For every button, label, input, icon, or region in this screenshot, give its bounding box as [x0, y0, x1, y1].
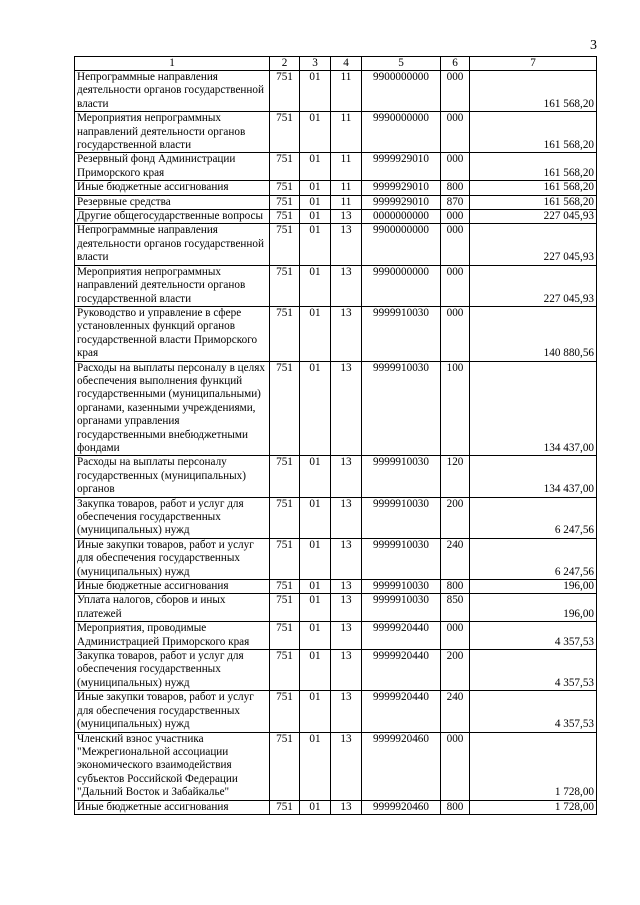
header-cell-4: 4	[331, 57, 362, 71]
expense-name-cell: Членский взнос участника "Межрегиональной ассоциации экономического взаимодействия субъектов Российской Федерации "Дальний Восток и Забайкалье"	[75, 732, 270, 800]
header-cell-3: 3	[300, 57, 331, 71]
target-article-cell: 9999929010	[362, 195, 441, 209]
expense-name-cell: Непрограммные направления деятельности органов государственной власти	[75, 224, 270, 265]
target-article-cell: 0000000000	[362, 210, 441, 224]
expense-type-cell: 800	[441, 800, 470, 814]
subsection-code-cell: 13	[331, 224, 362, 265]
ministry-code-cell: 751	[270, 650, 300, 691]
ministry-code-cell: 751	[270, 265, 300, 306]
ministry-code-cell: 751	[270, 181, 300, 195]
ministry-code-cell: 751	[270, 538, 300, 579]
amount-cell: 161 568,20	[470, 112, 597, 153]
expense-name-cell: Руководство и управление в сфере установленных функций органов государственной власти Приморского края	[75, 306, 270, 361]
target-article-cell: 9999910030	[362, 594, 441, 622]
page-number: 3	[590, 38, 597, 53]
subsection-code-cell: 13	[331, 361, 362, 456]
table-row	[75, 800, 597, 814]
expense-name-cell: Мероприятия непрограммных направлений деятельности органов государственной власти	[75, 112, 270, 153]
table-row	[75, 210, 597, 224]
ministry-code-cell: 751	[270, 497, 300, 538]
header-row	[75, 57, 597, 71]
expense-name-cell: Закупка товаров, работ и услуг для обеспечения государственных (муниципальных) нужд	[75, 650, 270, 691]
ministry-code-cell: 751	[270, 580, 300, 594]
section-code-cell: 01	[300, 210, 331, 224]
section-code-cell: 01	[300, 456, 331, 497]
amount-cell: 140 880,56	[470, 306, 597, 361]
amount-cell: 6 247,56	[470, 497, 597, 538]
expense-type-cell: 850	[441, 594, 470, 622]
amount-cell: 227 045,93	[470, 265, 597, 306]
target-article-cell: 9990000000	[362, 112, 441, 153]
amount-cell: 161 568,20	[470, 195, 597, 209]
expense-type-cell: 800	[441, 580, 470, 594]
table-row	[75, 265, 597, 306]
subsection-code-cell: 13	[331, 622, 362, 650]
ministry-code-cell: 751	[270, 732, 300, 800]
ministry-code-cell: 751	[270, 800, 300, 814]
target-article-cell: 9999920440	[362, 650, 441, 691]
subsection-code-cell: 13	[331, 732, 362, 800]
header-cell-6: 6	[441, 57, 470, 71]
table-row	[75, 650, 597, 691]
section-code-cell: 01	[300, 580, 331, 594]
target-article-cell: 9900000000	[362, 224, 441, 265]
table-row	[75, 594, 597, 622]
ministry-code-cell: 751	[270, 195, 300, 209]
subsection-code-cell: 13	[331, 691, 362, 732]
ministry-code-cell: 751	[270, 153, 300, 181]
table-row	[75, 306, 597, 361]
expense-type-cell: 000	[441, 622, 470, 650]
expense-type-cell: 870	[441, 195, 470, 209]
table-row	[75, 456, 597, 497]
expense-name-cell: Уплата налогов, сборов и иных платежей	[75, 594, 270, 622]
subsection-code-cell: 11	[331, 153, 362, 181]
expense-type-cell: 000	[441, 306, 470, 361]
ministry-code-cell: 751	[270, 691, 300, 732]
amount-cell: 196,00	[470, 594, 597, 622]
table-row	[75, 732, 597, 800]
subsection-code-cell: 13	[331, 306, 362, 361]
table-row	[75, 691, 597, 732]
section-code-cell: 01	[300, 265, 331, 306]
expense-name-cell: Резервные средства	[75, 195, 270, 209]
amount-cell: 6 247,56	[470, 538, 597, 579]
table-row	[75, 71, 597, 112]
expense-type-cell: 120	[441, 456, 470, 497]
header-cell-2: 2	[270, 57, 300, 71]
table-row	[75, 622, 597, 650]
expense-name-cell: Иные бюджетные ассигнования	[75, 580, 270, 594]
amount-cell: 161 568,20	[470, 181, 597, 195]
target-article-cell: 9999929010	[362, 153, 441, 181]
expense-name-cell: Резервный фонд Администрации Приморского края	[75, 153, 270, 181]
expense-type-cell: 240	[441, 691, 470, 732]
section-code-cell: 01	[300, 691, 331, 732]
target-article-cell: 9999910030	[362, 306, 441, 361]
section-code-cell: 01	[300, 800, 331, 814]
table-row	[75, 112, 597, 153]
expense-type-cell: 000	[441, 210, 470, 224]
target-article-cell: 9999910030	[362, 497, 441, 538]
ministry-code-cell: 751	[270, 361, 300, 456]
ministry-code-cell: 751	[270, 306, 300, 361]
table-row	[75, 538, 597, 579]
subsection-code-cell: 11	[331, 195, 362, 209]
section-code-cell: 01	[300, 306, 331, 361]
subsection-code-cell: 13	[331, 497, 362, 538]
ministry-code-cell: 751	[270, 71, 300, 112]
subsection-code-cell: 13	[331, 210, 362, 224]
section-code-cell: 01	[300, 594, 331, 622]
table-body	[75, 71, 597, 815]
amount-cell: 4 357,53	[470, 650, 597, 691]
section-code-cell: 01	[300, 538, 331, 579]
section-code-cell: 01	[300, 650, 331, 691]
amount-cell: 134 437,00	[470, 361, 597, 456]
expense-name-cell: Расходы на выплаты персоналу государственных (муниципальных) органов	[75, 456, 270, 497]
section-code-cell: 01	[300, 153, 331, 181]
subsection-code-cell: 11	[331, 71, 362, 112]
section-code-cell: 01	[300, 361, 331, 456]
amount-cell: 196,00	[470, 580, 597, 594]
subsection-code-cell: 13	[331, 800, 362, 814]
target-article-cell: 9999920440	[362, 691, 441, 732]
expense-type-cell: 000	[441, 224, 470, 265]
expense-name-cell: Расходы на выплаты персоналу в целях обеспечения выполнения функций государственными (муниципальными) органами, казенными учреждениями, органами управления государственными внебюджетными фондами	[75, 361, 270, 456]
expense-type-cell: 000	[441, 265, 470, 306]
section-code-cell: 01	[300, 71, 331, 112]
table-row	[75, 361, 597, 456]
expense-type-cell: 000	[441, 71, 470, 112]
expense-name-cell: Мероприятия, проводимые Администрацией Приморского края	[75, 622, 270, 650]
table-header	[75, 57, 597, 71]
target-article-cell: 9999920440	[362, 622, 441, 650]
expense-type-cell: 240	[441, 538, 470, 579]
header-cell-7: 7	[470, 57, 597, 71]
table-row	[75, 497, 597, 538]
amount-cell: 1 728,00	[470, 800, 597, 814]
amount-cell: 227 045,93	[470, 224, 597, 265]
table-row	[75, 181, 597, 195]
ministry-code-cell: 751	[270, 594, 300, 622]
table-row	[75, 153, 597, 181]
expense-type-cell: 000	[441, 153, 470, 181]
section-code-cell: 01	[300, 497, 331, 538]
amount-cell: 1 728,00	[470, 732, 597, 800]
expense-type-cell: 100	[441, 361, 470, 456]
subsection-code-cell: 11	[331, 112, 362, 153]
target-article-cell: 9999910030	[362, 361, 441, 456]
table-row	[75, 224, 597, 265]
target-article-cell: 9999920460	[362, 800, 441, 814]
amount-cell: 161 568,20	[470, 71, 597, 112]
ministry-code-cell: 751	[270, 456, 300, 497]
subsection-code-cell: 13	[331, 594, 362, 622]
subsection-code-cell: 13	[331, 538, 362, 579]
expense-type-cell: 200	[441, 650, 470, 691]
section-code-cell: 01	[300, 732, 331, 800]
target-article-cell: 9999910030	[362, 456, 441, 497]
section-code-cell: 01	[300, 224, 331, 265]
section-code-cell: 01	[300, 181, 331, 195]
target-article-cell: 9900000000	[362, 71, 441, 112]
amount-cell: 4 357,53	[470, 622, 597, 650]
ministry-code-cell: 751	[270, 210, 300, 224]
table-row	[75, 580, 597, 594]
subsection-code-cell: 13	[331, 580, 362, 594]
target-article-cell: 9999929010	[362, 181, 441, 195]
section-code-cell: 01	[300, 622, 331, 650]
expense-type-cell: 800	[441, 181, 470, 195]
expense-type-cell: 200	[441, 497, 470, 538]
target-article-cell: 9999910030	[362, 538, 441, 579]
subsection-code-cell: 13	[331, 456, 362, 497]
table-row	[75, 195, 597, 209]
ministry-code-cell: 751	[270, 112, 300, 153]
amount-cell: 161 568,20	[470, 153, 597, 181]
expense-name-cell: Мероприятия непрограммных направлений деятельности органов государственной власти	[75, 265, 270, 306]
expense-name-cell: Иные закупки товаров, работ и услуг для обеспечения государственных (муниципальных) нужд	[75, 538, 270, 579]
ministry-code-cell: 751	[270, 622, 300, 650]
expense-type-cell: 000	[441, 732, 470, 800]
budget-table	[74, 56, 597, 815]
amount-cell: 227 045,93	[470, 210, 597, 224]
section-code-cell: 01	[300, 112, 331, 153]
subsection-code-cell: 13	[331, 650, 362, 691]
expense-name-cell: Закупка товаров, работ и услуг для обеспечения государственных (муниципальных) нужд	[75, 497, 270, 538]
subsection-code-cell: 13	[331, 265, 362, 306]
target-article-cell: 9999910030	[362, 580, 441, 594]
amount-cell: 134 437,00	[470, 456, 597, 497]
amount-cell: 4 357,53	[470, 691, 597, 732]
expense-name-cell: Иные закупки товаров, работ и услуг для обеспечения государственных (муниципальных) нужд	[75, 691, 270, 732]
expense-name-cell: Непрограммные направления деятельности органов государственной власти	[75, 71, 270, 112]
subsection-code-cell: 11	[331, 181, 362, 195]
target-article-cell: 9999920460	[362, 732, 441, 800]
expense-name-cell: Другие общегосударственные вопросы	[75, 210, 270, 224]
header-cell-1: 1	[75, 57, 270, 71]
expense-name-cell: Иные бюджетные ассигнования	[75, 800, 270, 814]
section-code-cell: 01	[300, 195, 331, 209]
ministry-code-cell: 751	[270, 224, 300, 265]
target-article-cell: 9990000000	[362, 265, 441, 306]
header-cell-5: 5	[362, 57, 441, 71]
expense-name-cell: Иные бюджетные ассигнования	[75, 181, 270, 195]
expense-type-cell: 000	[441, 112, 470, 153]
